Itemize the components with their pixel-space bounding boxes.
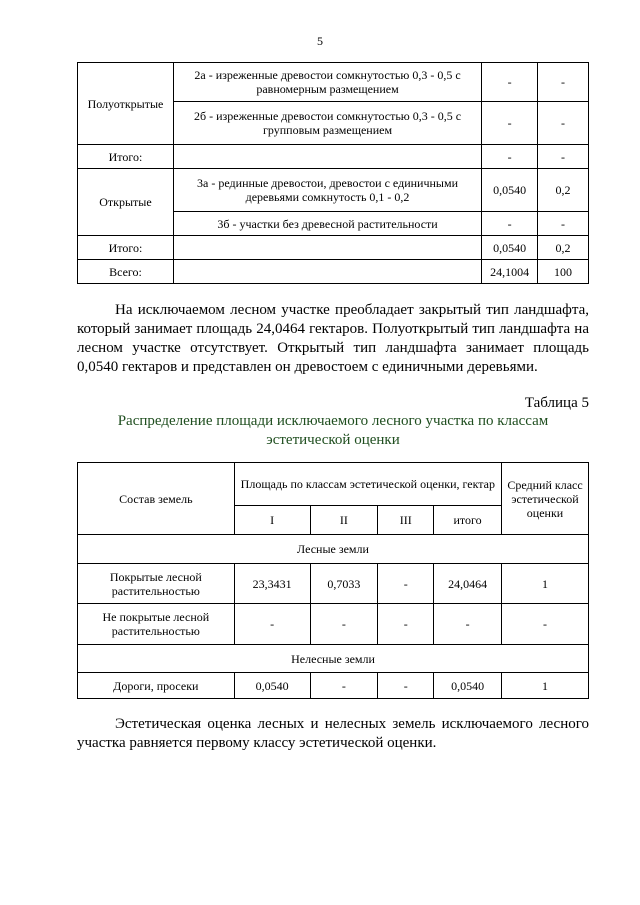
header-subcell: II bbox=[310, 506, 378, 535]
table-row bbox=[78, 260, 589, 284]
landscape-paragraph bbox=[77, 301, 589, 377]
group-cell: Всего: bbox=[78, 260, 174, 284]
table-row bbox=[78, 145, 589, 169]
total-cell: 0,0540 bbox=[434, 673, 502, 699]
group-cell: Итого: bbox=[78, 145, 174, 169]
name-cell: Не покрытые лесной растительностью bbox=[78, 604, 235, 645]
desc-cell: 2б - изреженные древостои сомкнутостью 0,3 - 0,5 с групповым размещением bbox=[173, 102, 481, 145]
desc-cell: 3а - рединные древостои, древостои с единичными деревьями сомкнутость 0,1 - 0,2 bbox=[173, 169, 481, 212]
total-cell: - bbox=[434, 604, 502, 645]
value-cell: - bbox=[378, 604, 434, 645]
header-cell: Средний класс эстетической оценки bbox=[502, 463, 589, 535]
header-subcell: I bbox=[234, 506, 310, 535]
value-cell: - bbox=[378, 673, 434, 699]
percent-cell: 100 bbox=[538, 260, 589, 284]
percent-cell: 0,2 bbox=[538, 169, 589, 212]
header-subcell: III bbox=[378, 506, 434, 535]
section-cell: Лесные земли bbox=[78, 535, 589, 564]
percent-cell: 0,2 bbox=[538, 236, 589, 260]
landscape-types-table bbox=[77, 62, 589, 284]
table-row bbox=[78, 564, 589, 604]
header-group-cell: Площадь по классам эстетической оценки, гектар bbox=[234, 463, 501, 506]
paragraph-line: 0,0540 гектаров и представлен он древостоем с единичными деревьями. bbox=[77, 359, 538, 375]
percent-cell: - bbox=[538, 212, 589, 236]
desc-cell bbox=[173, 145, 481, 169]
value-cell: - bbox=[234, 604, 310, 645]
area-cell: 24,1004 bbox=[482, 260, 538, 284]
total-cell: 24,0464 bbox=[434, 564, 502, 604]
desc-cell: 2а - изреженные древостои сомкнутостью 0,3 - 0,5 с равномерным размещением bbox=[173, 63, 481, 102]
paragraph-line: который занимает площадь 24,0464 гектаров. Полуоткрытый тип ландшафта на bbox=[77, 321, 589, 337]
area-cell: - bbox=[482, 102, 538, 145]
table-number-label: Таблица 5 bbox=[524, 395, 589, 411]
value-cell: - bbox=[310, 604, 378, 645]
area-cell: - bbox=[482, 212, 538, 236]
paragraph-line: лесном участке отсутствует. Открытый тип ландшафта занимает площадь bbox=[77, 340, 589, 356]
aesthetic-paragraph bbox=[77, 715, 589, 753]
section-cell: Нелесные земли bbox=[78, 645, 589, 673]
page-number: 5 bbox=[317, 34, 323, 48]
paragraph-line: Эстетическая оценка лесных и нелесных земель исключаемого лесного bbox=[115, 716, 589, 732]
desc-cell bbox=[173, 236, 481, 260]
section-row bbox=[78, 645, 589, 673]
name-cell: Дороги, просеки bbox=[78, 673, 235, 699]
aesthetic-classes-table bbox=[77, 462, 589, 699]
avg-cell: - bbox=[502, 604, 589, 645]
group-cell: Итого: bbox=[78, 236, 174, 260]
table-title bbox=[77, 412, 589, 450]
table-title-line: эстетической оценки bbox=[266, 432, 400, 448]
area-cell: - bbox=[482, 63, 538, 102]
paragraph-line: На исключаемом лесном участке преобладает закрытый тип ландшафта, bbox=[115, 302, 589, 318]
section-row bbox=[78, 535, 589, 564]
table-row bbox=[78, 63, 589, 102]
avg-cell: 1 bbox=[502, 673, 589, 699]
desc-cell bbox=[173, 260, 481, 284]
group-cell: Полуоткрытые bbox=[78, 63, 174, 145]
table-row bbox=[78, 673, 589, 699]
paragraph-line: участка равняется первому классу эстетической оценки. bbox=[77, 735, 437, 751]
percent-cell: - bbox=[538, 145, 589, 169]
area-cell: - bbox=[482, 145, 538, 169]
table-header-row bbox=[78, 463, 589, 506]
area-cell: 0,0540 bbox=[482, 236, 538, 260]
name-cell: Покрытые лесной растительностью bbox=[78, 564, 235, 604]
desc-cell: 3б - участки без древесной растительности bbox=[173, 212, 481, 236]
area-cell: 0,0540 bbox=[482, 169, 538, 212]
value-cell: 23,3431 bbox=[234, 564, 310, 604]
header-cell: Состав земель bbox=[78, 463, 235, 535]
value-cell: - bbox=[378, 564, 434, 604]
table-row bbox=[78, 169, 589, 212]
table-row bbox=[78, 604, 589, 645]
header-subcell: итого bbox=[434, 506, 502, 535]
avg-cell: 1 bbox=[502, 564, 589, 604]
value-cell: - bbox=[310, 673, 378, 699]
table-row bbox=[78, 236, 589, 260]
percent-cell: - bbox=[538, 102, 589, 145]
percent-cell: - bbox=[538, 63, 589, 102]
value-cell: 0,0540 bbox=[234, 673, 310, 699]
group-cell: Открытые bbox=[78, 169, 174, 236]
value-cell: 0,7033 bbox=[310, 564, 378, 604]
table-title-line: Распределение площади исключаемого лесного участка по классам bbox=[117, 413, 549, 429]
